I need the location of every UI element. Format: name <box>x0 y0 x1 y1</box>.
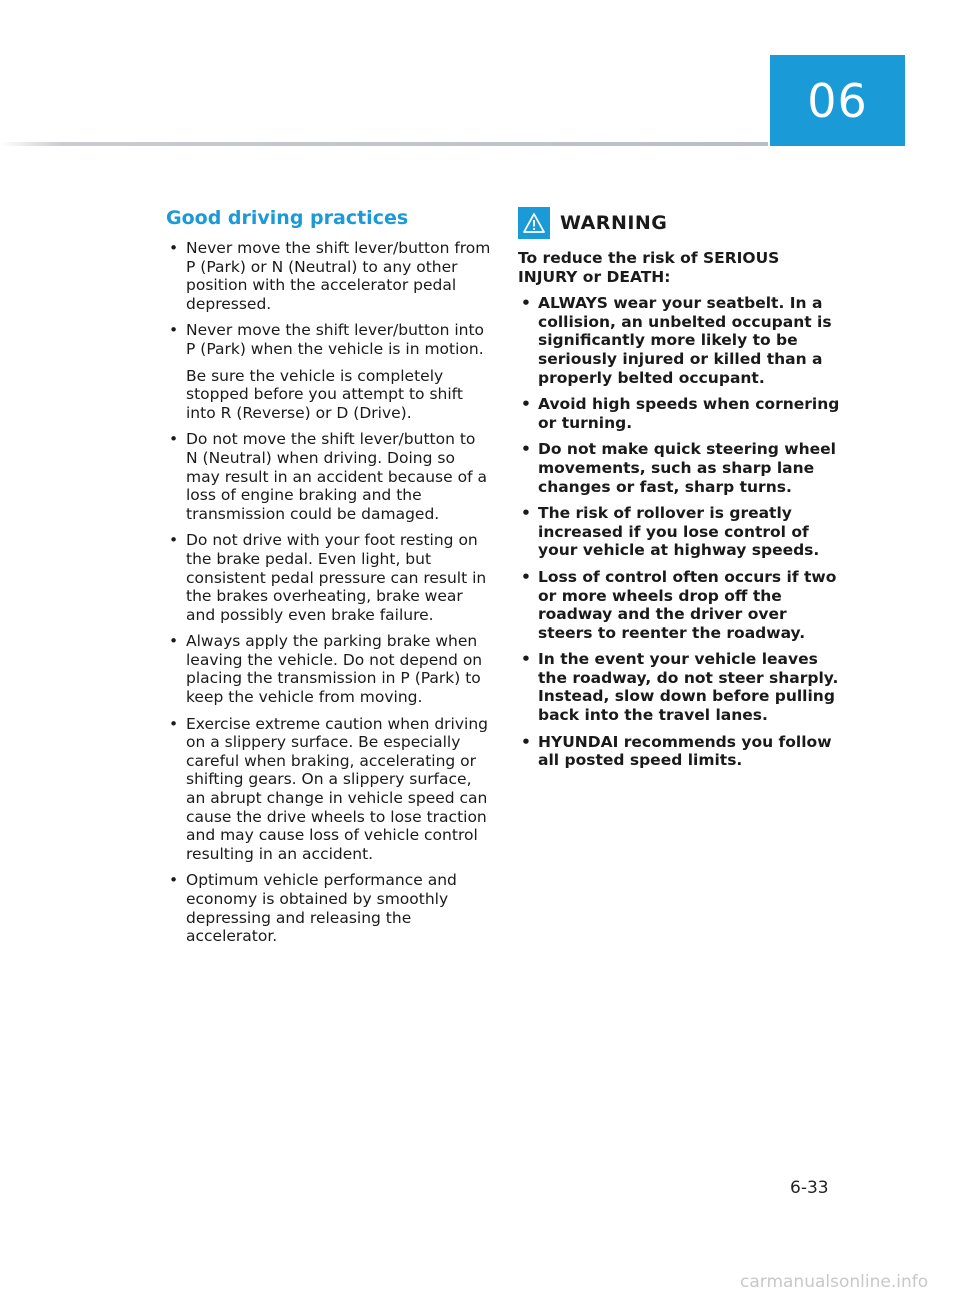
good-driving-section <box>166 207 491 954</box>
list-item <box>166 871 491 945</box>
list-item-text: • Always apply the parking brake when leaving the vehicle. Do not depend on placing the transmission in P (Park) to keep the vehicle from moving. <box>186 632 483 707</box>
list-item <box>166 239 491 313</box>
list-item-text: • Never move the shift lever/button from P (Park) or N (Neutral) to any other position with the accelerator pedal depressed. <box>186 239 491 313</box>
list-item-text: • Do not move the shift lever/button to N (Neutral) when driving. Doing so may result in an accident because of a loss of engine braking and the transmission could be damaged. <box>186 430 487 523</box>
warning-item: • Loss of control often occurs if two or more wheels drop off the roadway and the driver over steers to reenter the roadway. <box>518 568 843 642</box>
warning-title: WARNING <box>560 212 668 234</box>
header-rule <box>0 142 768 146</box>
list-item <box>166 531 491 624</box>
watermark: carmanualsonline.info <box>740 1272 929 1292</box>
warning-item: • Do not make quick steering wheel movements, such as sharp lane changes or fast, sharp turns. <box>518 440 843 496</box>
warning-list <box>518 294 843 770</box>
warning-header <box>518 207 843 239</box>
list-item-text: Be sure the vehicle is completely stopped before you attempt to shift into R (Reverse) or D (Drive). <box>186 366 463 422</box>
warning-item: • The risk of rollover is greatly increased if you lose control of your vehicle at highway speeds. <box>518 504 843 560</box>
warning-item: • HYUNDAI recommends you follow all posted speed limits. <box>518 733 843 770</box>
warning-item: • In the event your vehicle leaves the roadway, do not steer sharply. Instead, slow down before pulling back into the travel lanes. <box>518 650 843 724</box>
warning-item: • ALWAYS wear your seatbelt. In a collision, an unbelted occupant is significantly more likely to be seriously injured or killed than a properly belted occupant. <box>518 294 843 387</box>
warning-box <box>518 207 843 778</box>
list-item-text: • Exercise extreme caution when driving on a slippery surface. Be especially careful when braking, accelerating or shifting gears. On a slippery surface, an abrupt change in vehicle speed can cause the drive wheels to lose traction and may cause loss of vehicle control resulting in an accident. <box>186 714 488 863</box>
section-title: Good driving practices <box>166 207 409 229</box>
warning-triangle-icon <box>518 207 550 239</box>
list-item <box>166 321 491 422</box>
good-driving-list <box>166 239 491 946</box>
list-item-text: • Optimum vehicle performance and economy is obtained by smoothly depressing and releasing the accelerator. <box>186 871 457 946</box>
warning-intro: To reduce the risk of SERIOUS INJURY or DEATH: <box>518 249 780 286</box>
list-item <box>166 715 491 864</box>
warning-item: • Avoid high speeds when cornering or turning. <box>518 395 843 432</box>
list-item <box>166 632 491 706</box>
list-item-text: • Do not drive with your foot resting on the brake pedal. Even light, but consistent pedal pressure can result in the brakes overheating, brake wear and possibly even brake failure. <box>186 531 487 624</box>
chapter-tab: 06 <box>770 55 905 146</box>
list-item <box>166 430 491 523</box>
list-item-text: • Never move the shift lever/button into P (Park) when the vehicle is in motion. <box>186 321 485 358</box>
page-number: 6-33 <box>790 1178 829 1198</box>
